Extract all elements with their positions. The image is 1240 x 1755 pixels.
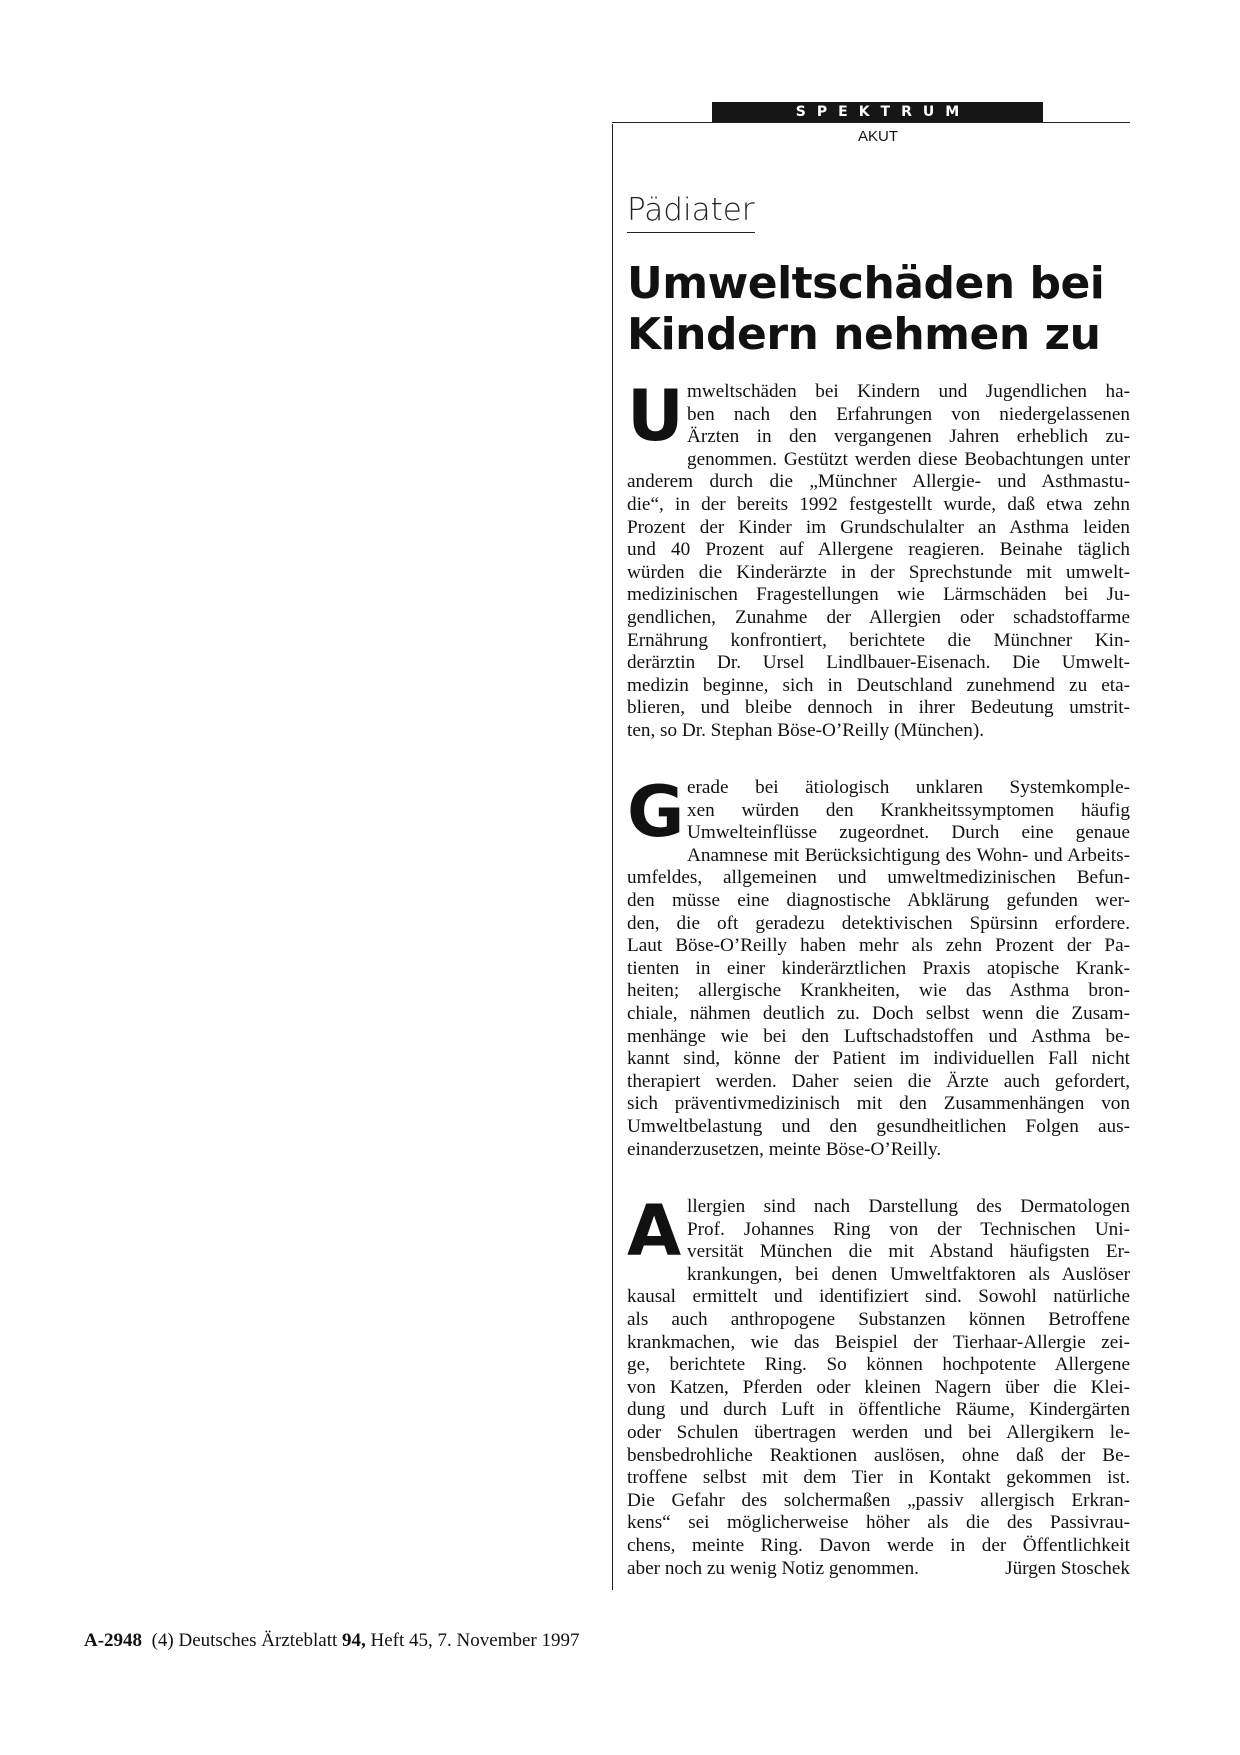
paragraph-line: von Katzen, Pferden oder kleinen Nagern über die Klei- — [627, 1376, 1130, 1398]
dropcap: A — [627, 1190, 680, 1272]
subsection-label: AKUT — [857, 128, 898, 145]
paragraph-line: medizinischen Fragestellungen wie Lärmschäden bei Ju- — [627, 584, 1130, 606]
paragraph-line: den, die oft geradezu detektivischen Spürsinn erfordere. — [627, 912, 1130, 934]
section-rule — [612, 122, 1130, 123]
paragraph-line: genommen. Gestützt werden diese Beobachtungen unter — [687, 448, 1130, 470]
paragraph-line: einanderzusetzen, meinte Böse-O’Reilly. — [627, 1138, 942, 1160]
headline-line-2: Kindern nehmen zu — [627, 309, 1101, 360]
article-paragraph-3 — [627, 1190, 1130, 1580]
paragraph-line: chens, meinte Ring. Davon werde in der Öffentlichkeit — [627, 1534, 1130, 1556]
paragraph-line: menhänge wie bei den Luftschadstoffen und Asthma be- — [627, 1025, 1130, 1047]
paragraph-line: xen würden den Krankheitssymptomen häufig — [687, 799, 1130, 821]
article-headline — [627, 258, 1147, 360]
paragraph-line: als auch anthropogene Substanzen können Betroffene — [627, 1308, 1130, 1330]
paragraph-line: llergien sind nach Darstellung des Dermatologen — [687, 1196, 1130, 1217]
dropcap: G — [627, 771, 683, 853]
paragraph-line: Prof. Johannes Ring von der Technischen Uni- — [687, 1218, 1130, 1240]
column-rule — [612, 124, 613, 1590]
paragraph-line: würden die Kinderärzte in der Sprechstunde mit umwelt- — [627, 561, 1130, 583]
paragraph-line: die“, in der bereits 1992 festgestellt wurde, daß etwa zehn — [627, 493, 1130, 515]
paragraph-line: Laut Böse-O’Reilly haben mehr als zehn Prozent der Pa- — [627, 935, 1130, 957]
paragraph-line: kausal ermittelt und identifiziert sind. Sowohl natürliche — [627, 1286, 1130, 1308]
paragraph-line: blieren, und bleibe dennoch in ihrer Bedeutung umstrit- — [627, 697, 1130, 719]
paragraph-line: medizin beginne, sich in Deutschland zunehmend zu eta- — [627, 674, 1130, 696]
paragraph-line: oder Schulen übertragen werden und bei Allergikern le- — [627, 1421, 1130, 1443]
paragraph-line: troffene selbst mit dem Tier in Kontakt gekommen ist. — [627, 1467, 1130, 1489]
page-code: A-2948 — [84, 1630, 143, 1651]
paragraph-line: krankungen, bei denen Umweltfaktoren als Auslöser — [687, 1263, 1130, 1285]
paragraph-line: derärztin Dr. Ursel Lindlbauer-Eisenach. Die Umwelt- — [627, 652, 1130, 674]
paragraph-line: therapiert werden. Daher seien die Ärzte auch gefordert, — [627, 1070, 1130, 1092]
paragraph-line: umfeldes, allgemeinen und umweltmedizinischen Befun- — [627, 867, 1130, 889]
paragraph-line: ten, so Dr. Stephan Böse-O’Reilly (München). — [627, 719, 985, 741]
paragraph-line: anderem durch die „Münchner Allergie- und Asthmastu- — [627, 471, 1130, 493]
paragraph-line: krankmachen, wie das Beispiel der Tierhaar-Allergie zei- — [627, 1331, 1130, 1353]
paragraph-line: Umwelteinflüsse zugeordnet. Durch eine genaue — [687, 822, 1130, 844]
paragraph-line: Anamnese mit Berücksichtigung des Wohn- und Arbeits- — [687, 844, 1130, 866]
dropcap: U — [627, 375, 682, 457]
page-footer — [84, 1630, 580, 1652]
paragraph-line: kannt sind, könne der Patient im individuellen Fall nicht — [627, 1048, 1130, 1070]
paragraph-line: ben nach den Erfahrungen von niedergelassenen — [687, 403, 1130, 425]
paragraph-line: und 40 Prozent auf Allergene reagieren. Beinahe täglich — [627, 539, 1130, 561]
headline-line-1: Umweltschäden bei — [627, 258, 1105, 309]
paragraph-line: dung und durch Luft in öffentliche Räume, Kindergärten — [627, 1399, 1130, 1421]
article-kicker: Pädiater — [627, 190, 755, 233]
article-paragraph-1 — [627, 375, 1130, 743]
paragraph-line: mweltschäden bei Kindern und Jugendlichen ha- — [687, 381, 1130, 402]
volume-number: 94, — [342, 1630, 366, 1651]
paragraph-line: kens“ sei möglicherweise höher als die des Passivrau- — [627, 1512, 1130, 1534]
paragraph-line: aber noch zu wenig Notiz genommen. — [627, 1557, 919, 1579]
paragraph-line: Die Gefahr des solchermaßen „passiv allergisch Erkran- — [627, 1489, 1130, 1511]
paragraph-line: Ärzten in den vergangenen Jahren erheblich zu- — [687, 426, 1130, 448]
paragraph-line: gendlichen, Zunahme der Allergien oder schadstoffarme — [627, 606, 1130, 628]
issue-date: Heft 45, 7. November 1997 — [370, 1630, 580, 1651]
paragraph-line: den müsse eine diagnostische Abklärung gefunden wer- — [627, 889, 1130, 911]
paragraph-line: sich präventivmedizinisch mit den Zusammenhängen von — [627, 1093, 1130, 1115]
paragraph-line: bensbedrohliche Reaktionen auslösen, ohne daß der Be- — [627, 1444, 1130, 1466]
paragraph-line: versität München die mit Abstand häufigsten Er- — [687, 1241, 1130, 1263]
paragraph-line: chiale, nähmen deutlich zu. Doch selbst wenn die Zusam- — [627, 1002, 1130, 1024]
section-label: SPEKTRUM — [795, 104, 971, 120]
paragraph-line: Prozent der Kinder im Grundschulalter an Asthma leiden — [627, 516, 1130, 538]
paragraph-line: Umweltbelastung und den gesundheitlichen Folgen aus- — [627, 1115, 1130, 1137]
page-number: (4) — [151, 1630, 174, 1651]
paragraph-line: Ernährung konfrontiert, berichtete die Münchner Kin- — [627, 629, 1130, 651]
paragraph-line: tienten in einer kinderärztlichen Praxis atopische Krank- — [627, 957, 1130, 979]
paragraph-line: ge, berichtete Ring. So können hochpotente Allergene — [627, 1354, 1130, 1376]
article-paragraph-2 — [627, 771, 1130, 1161]
paragraph-line: erade bei ätiologisch unklaren Systemkomple- — [687, 777, 1130, 798]
last-line-with-byline — [627, 1558, 1130, 1581]
author-byline: Jürgen Stoschek — [1005, 1557, 1130, 1579]
journal-name: Deutsches Ärzteblatt — [178, 1630, 338, 1651]
section-label-bar — [712, 102, 1043, 122]
paragraph-line: heiten; allergische Krankheiten, wie das Asthma bron- — [627, 980, 1130, 1002]
